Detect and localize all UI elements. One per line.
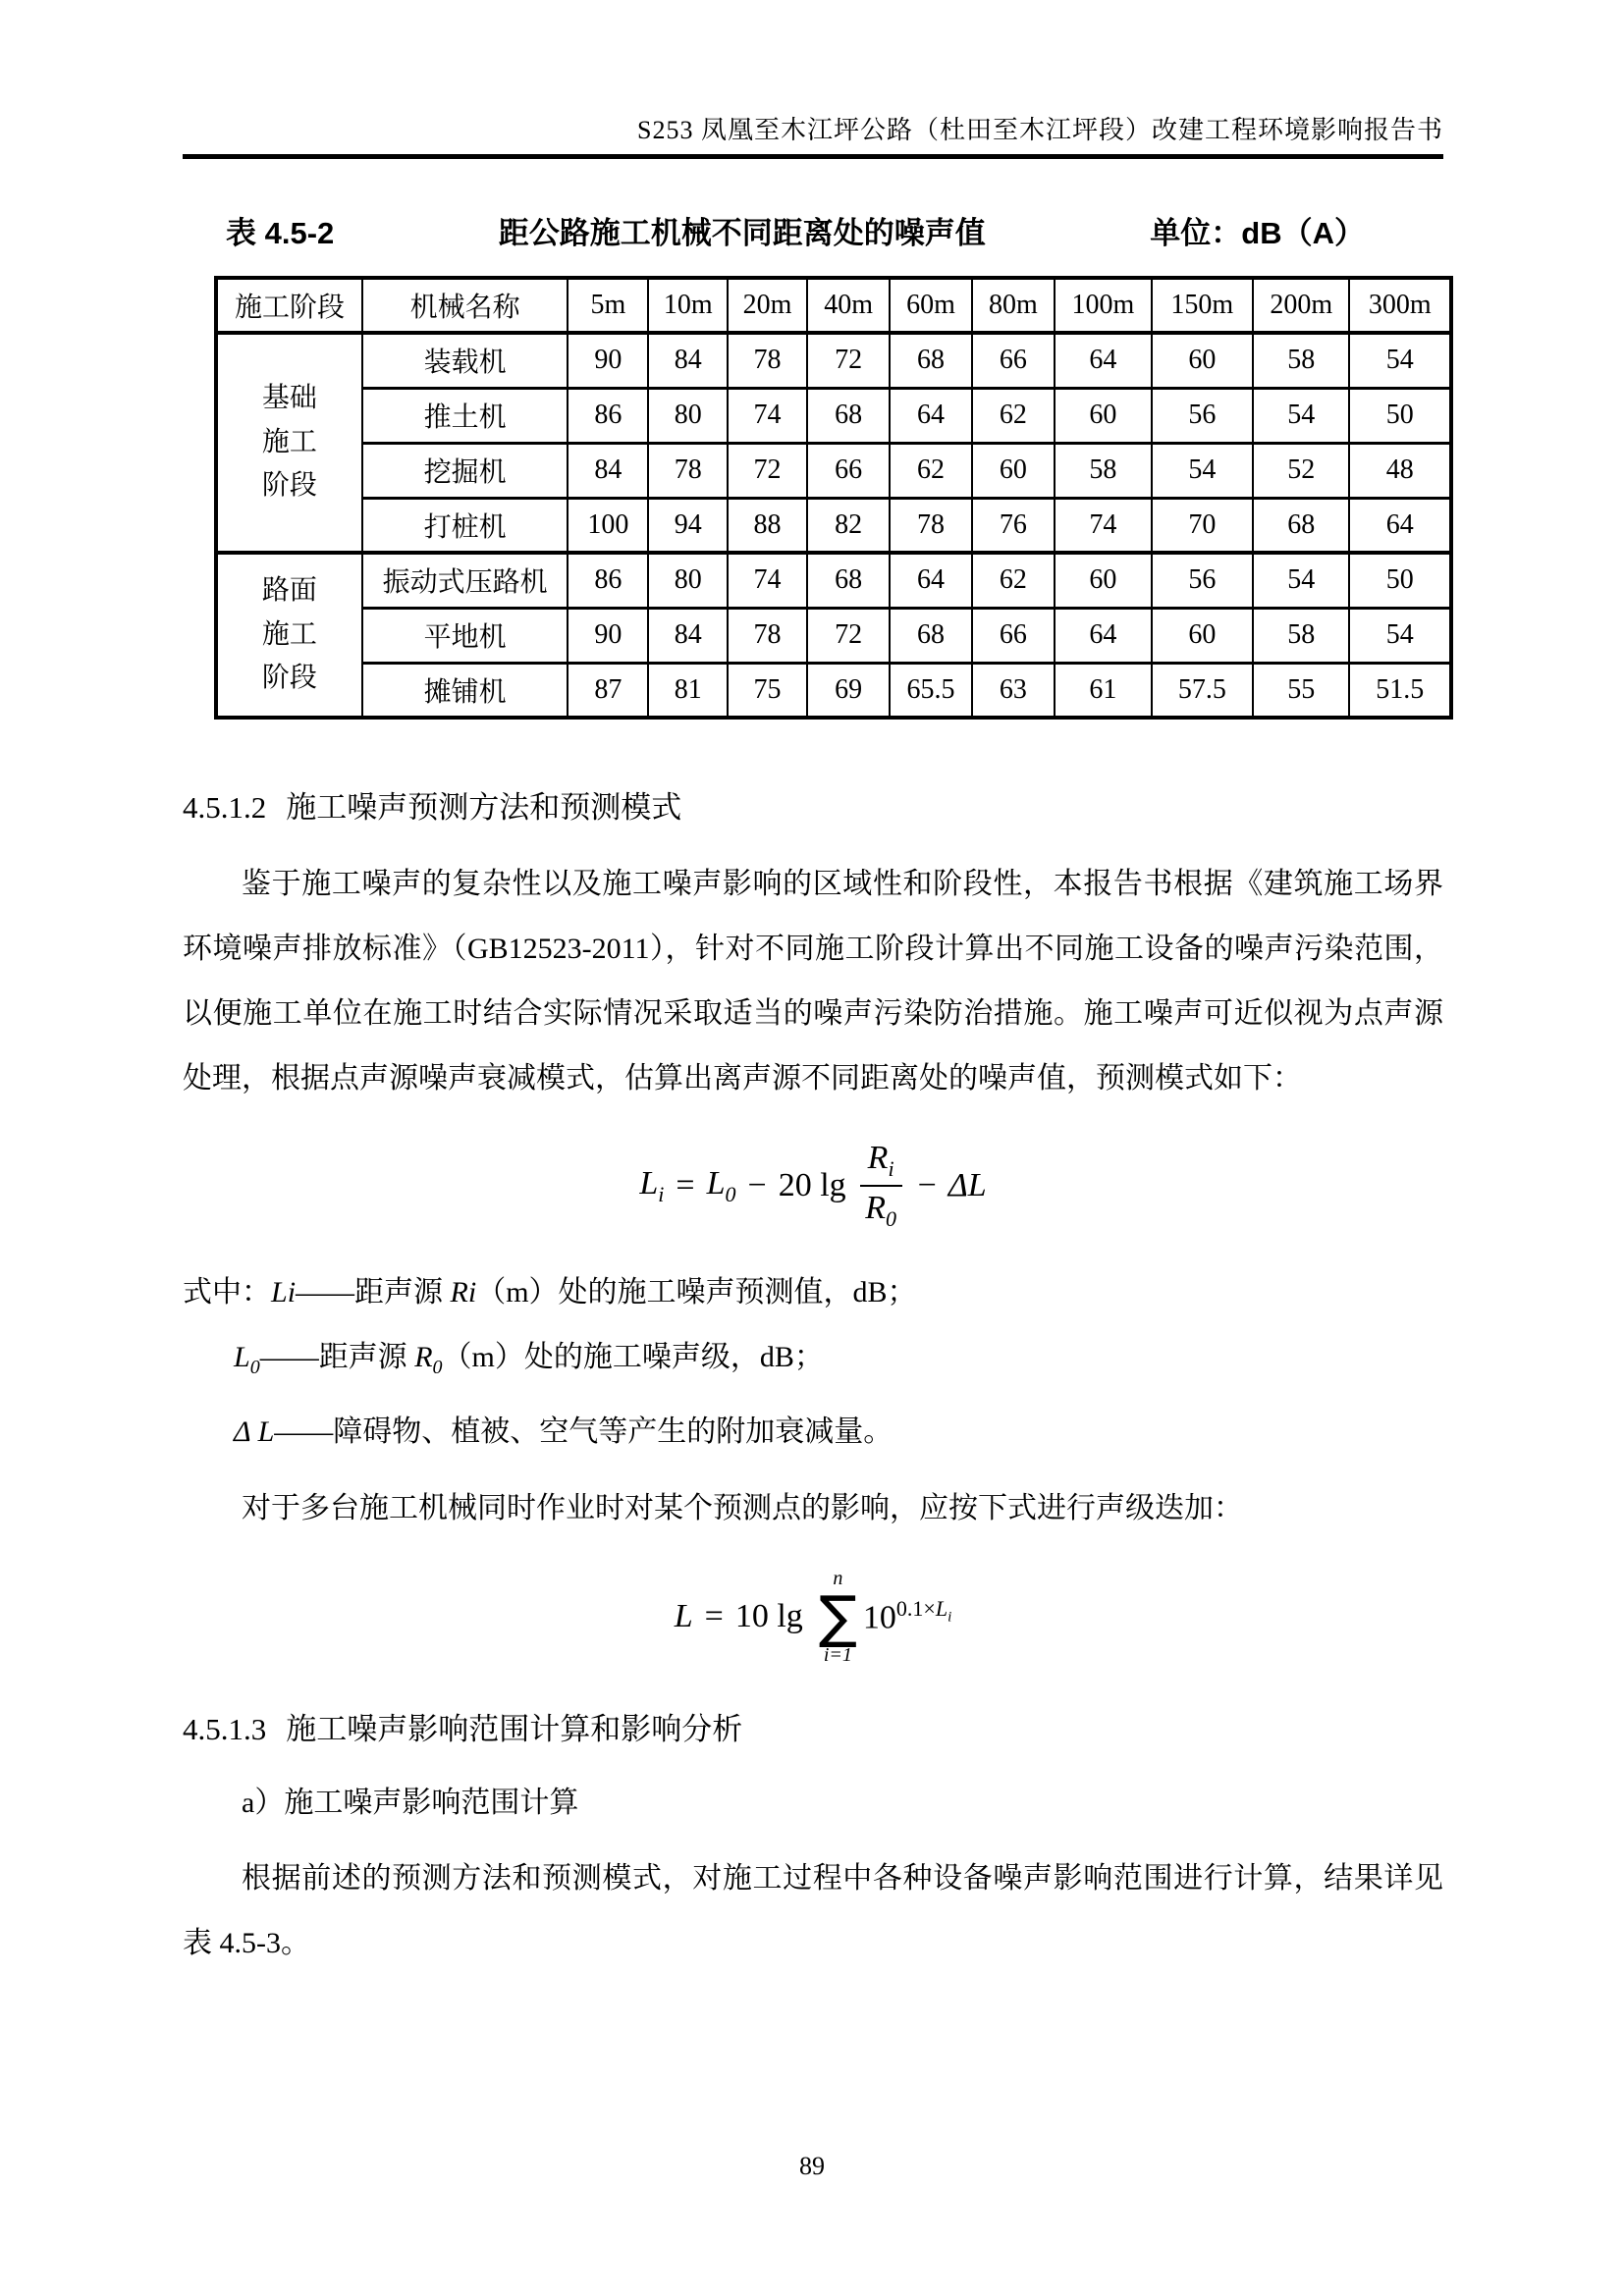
machine-name: 挖掘机 — [362, 443, 568, 498]
table-row — [216, 553, 1451, 608]
stage-label: 路面施工阶段 — [261, 574, 317, 694]
power-term — [863, 1596, 951, 1636]
noise-value: 69 — [807, 663, 891, 718]
noise-value: 84 — [648, 333, 728, 388]
noise-value: 54 — [1349, 333, 1451, 388]
col-header-40m: 40m — [807, 278, 891, 333]
formula-subscript: i — [888, 1156, 894, 1181]
col-header-20m: 20m — [728, 278, 807, 333]
section-number: 4.5.1.2 — [183, 790, 267, 825]
noise-value: 80 — [648, 553, 728, 608]
section-heading-4513 — [183, 1704, 1443, 1748]
header-rule — [183, 154, 1443, 159]
noise-value: 52 — [1253, 443, 1349, 498]
formula-subscript: i — [947, 1609, 952, 1626]
noise-value: 63 — [972, 663, 1056, 718]
noise-value: 54 — [1253, 553, 1349, 608]
noise-value: 65.5 — [890, 663, 971, 718]
formula-symbol: i — [467, 1276, 477, 1308]
col-header-150m: 150m — [1152, 278, 1253, 333]
machine-name: 打桩机 — [362, 498, 568, 553]
formula-symbol: L — [271, 1276, 288, 1308]
noise-value: 68 — [807, 388, 891, 443]
table-row — [216, 498, 1451, 553]
machine-name: 装载机 — [362, 333, 568, 388]
noise-table — [214, 276, 1453, 720]
machine-name: 推土机 — [362, 388, 568, 443]
formula-symbol: R — [414, 1341, 433, 1373]
noise-value: 74 — [1055, 498, 1151, 553]
paragraph-prediction-method: 鉴于施工噪声的复杂性以及施工噪声影响的区域性和阶段性，本报告书根据《建筑施工场界环境噪声排放标准》（GB12523-2011），针对不同施工阶段计算出不同施工设备的噪声污染范围，以便施工单位在施工时结合实际情况采取适当的噪声污染防治措施。施工噪声可近似视为点声源处理，根据点声源噪声衰减模式，估算出离声源不同距离处的噪声值，预测模式如下： — [183, 868, 1443, 1095]
noise-value: 68 — [890, 333, 971, 388]
summation — [819, 1569, 857, 1665]
noise-value: 58 — [1055, 443, 1151, 498]
noise-value: 54 — [1152, 443, 1253, 498]
col-header-200m: 200m — [1253, 278, 1349, 333]
formula-symbol: L — [706, 1164, 726, 1201]
formula-symbol: L — [935, 1596, 948, 1622]
formula-subscript: i — [658, 1181, 665, 1206]
machine-name: 振动式压路机 — [362, 553, 568, 608]
noise-value: 64 — [1055, 333, 1151, 388]
noise-value: 64 — [890, 388, 971, 443]
definition-text: （m）处的施工噪声级，dB； — [442, 1341, 824, 1373]
noise-value: 72 — [728, 443, 807, 498]
col-header-60m: 60m — [890, 278, 971, 333]
col-header-machine: 机械名称 — [362, 278, 568, 333]
noise-value: 62 — [972, 553, 1056, 608]
definition-prefix: 式中： — [183, 1276, 271, 1308]
summation-lower-limit: i=1 — [823, 1644, 852, 1666]
noise-value: 78 — [648, 443, 728, 498]
noise-value: 60 — [1152, 333, 1253, 388]
noise-value: 57.5 — [1152, 663, 1253, 718]
noise-value: 48 — [1349, 443, 1451, 498]
noise-value: 81 — [648, 663, 728, 718]
exponent-coefficient: 0.1× — [895, 1596, 936, 1622]
col-header-10m: 10m — [648, 278, 728, 333]
col-header-300m: 300m — [1349, 278, 1451, 333]
page-header-title: S253 凤凰至木江坪公路（杜田至木江坪段）改建工程环境影响报告书 — [637, 116, 1443, 144]
table-caption-unit: 单位：dB（A） — [1150, 216, 1365, 250]
definition-deltaL — [183, 1400, 1443, 1465]
noise-value: 86 — [568, 388, 648, 443]
formula-coefficient: 20 lg — [778, 1167, 846, 1203]
formula-symbol: R — [867, 1140, 889, 1177]
col-header-stage: 施工阶段 — [234, 293, 345, 323]
noise-value: 62 — [972, 388, 1056, 443]
formula-symbol: R — [865, 1190, 886, 1226]
paragraph-superposition: 对于多台施工机械同时作业时对某个预测点的影响，应按下式进行声级迭加： — [242, 1492, 1243, 1524]
definition-text: 距声源 — [318, 1341, 415, 1373]
noise-value: 54 — [1349, 608, 1451, 663]
definition-text: 障碍物、植被、空气等产生的附加衰减量。 — [333, 1415, 893, 1448]
noise-value: 78 — [890, 498, 971, 553]
formula-symbol: ΔL — [947, 1167, 987, 1203]
noise-value: 51.5 — [1349, 663, 1451, 718]
power-exponent — [895, 1596, 952, 1626]
noise-value: 50 — [1349, 553, 1451, 608]
noise-value: 64 — [1055, 608, 1151, 663]
table-row — [216, 443, 1451, 498]
fraction — [860, 1140, 902, 1232]
noise-value: 56 — [1152, 553, 1253, 608]
table-row — [216, 663, 1451, 718]
definition-L0 — [183, 1325, 1443, 1400]
formula-symbol: i — [287, 1276, 297, 1308]
noise-value: 86 — [568, 553, 648, 608]
noise-value: 88 — [728, 498, 807, 553]
item-a-heading: a）施工噪声影响范围计算 — [242, 1787, 579, 1819]
table-row — [216, 608, 1451, 663]
noise-value: 61 — [1055, 663, 1151, 718]
formula-symbol: R — [450, 1276, 468, 1308]
noise-value: 66 — [972, 608, 1056, 663]
minus-sign: − — [747, 1167, 767, 1203]
noise-value: 87 — [568, 663, 648, 718]
paragraph-calculation-result: 根据前述的预测方法和预测模式，对施工过程中各种设备噪声影响范围进行计算，结果详见表 4.5-3。 — [183, 1862, 1443, 1959]
noise-value: 70 — [1152, 498, 1253, 553]
table-caption-label: 表 4.5-2 — [226, 216, 335, 250]
noise-value: 58 — [1253, 333, 1349, 388]
col-header-5m: 5m — [568, 278, 648, 333]
noise-value: 58 — [1253, 608, 1349, 663]
section-number: 4.5.1.3 — [183, 1712, 267, 1746]
noise-value: 72 — [807, 333, 891, 388]
power-base: 10 — [862, 1599, 896, 1636]
formula-coefficient: 10 lg — [734, 1598, 803, 1634]
col-header-80m: 80m — [972, 278, 1056, 333]
noise-value: 68 — [890, 608, 971, 663]
noise-value: 84 — [648, 608, 728, 663]
table-caption-title: 距公路施工机械不同距离处的噪声值 — [498, 216, 986, 250]
formula-symbol: L — [234, 1341, 250, 1373]
noise-value: 62 — [890, 443, 971, 498]
noise-value: 82 — [807, 498, 891, 553]
formula-subscript: 0 — [886, 1205, 896, 1231]
noise-value: 76 — [972, 498, 1056, 553]
noise-value: 50 — [1349, 388, 1451, 443]
equals-sign: = — [676, 1167, 695, 1203]
noise-value: 75 — [728, 663, 807, 718]
noise-value: 60 — [1055, 388, 1151, 443]
definition-text: （m）处的施工噪声预测值，dB； — [476, 1276, 917, 1308]
noise-value: 60 — [1152, 608, 1253, 663]
definition-dash: —— — [274, 1415, 334, 1448]
noise-value: 56 — [1152, 388, 1253, 443]
section-heading-4512 — [183, 782, 1443, 827]
noise-value: 68 — [807, 553, 891, 608]
noise-value: 90 — [568, 608, 648, 663]
col-header-100m: 100m — [1055, 278, 1151, 333]
machine-name: 摊铺机 — [362, 663, 568, 718]
fraction-numerator — [860, 1140, 902, 1187]
formula-subscript: 0 — [725, 1181, 736, 1206]
noise-value: 74 — [728, 553, 807, 608]
noise-value: 78 — [728, 608, 807, 663]
noise-value: 72 — [807, 608, 891, 663]
noise-value: 64 — [1349, 498, 1451, 553]
table-header-row — [216, 278, 1451, 333]
summation-upper-limit: n — [833, 1568, 843, 1589]
formula-subscript: 0 — [249, 1357, 260, 1378]
definition-Li — [183, 1260, 1443, 1325]
formula-symbol: Δ L — [234, 1415, 275, 1448]
noise-value: 78 — [728, 333, 807, 388]
noise-value: 100 — [568, 498, 648, 553]
noise-value: 66 — [807, 443, 891, 498]
noise-value: 54 — [1253, 388, 1349, 443]
noise-value: 90 — [568, 333, 648, 388]
noise-value: 80 — [648, 388, 728, 443]
formula-symbol: L — [639, 1164, 659, 1201]
definition-text: 距声源 — [354, 1276, 451, 1308]
noise-value: 68 — [1253, 498, 1349, 553]
formula-symbol: L — [674, 1598, 693, 1634]
section-title: 施工噪声预测方法和预测模式 — [286, 790, 682, 825]
noise-value: 74 — [728, 388, 807, 443]
definition-dash: —— — [296, 1276, 355, 1308]
fraction-denominator — [865, 1187, 896, 1232]
formula-subscript: 0 — [432, 1357, 443, 1378]
noise-value: 60 — [1055, 553, 1151, 608]
noise-value: 64 — [890, 553, 971, 608]
table-row — [216, 388, 1451, 443]
stage-label: 基础施工阶段 — [261, 382, 317, 502]
noise-value: 55 — [1253, 663, 1349, 718]
stage-cell-foundation — [216, 333, 362, 553]
noise-value: 66 — [972, 333, 1056, 388]
noise-value: 60 — [972, 443, 1056, 498]
section-title: 施工噪声影响范围计算和影响分析 — [286, 1712, 743, 1746]
page-header — [183, 0, 1443, 159]
equals-sign: = — [704, 1598, 724, 1634]
noise-value: 84 — [568, 443, 648, 498]
sigma-icon: ∑ — [818, 1583, 857, 1650]
page-number: 89 — [799, 2152, 825, 2180]
stage-cell-pavement — [216, 553, 362, 718]
noise-value: 94 — [648, 498, 728, 553]
minus-sign: − — [917, 1167, 937, 1203]
machine-name: 平地机 — [362, 608, 568, 663]
formula-attenuation — [183, 1139, 1443, 1233]
definition-dash: —— — [259, 1341, 319, 1373]
table-caption — [183, 208, 1443, 252]
table-row — [216, 333, 1451, 388]
formula-superposition — [183, 1569, 1443, 1665]
